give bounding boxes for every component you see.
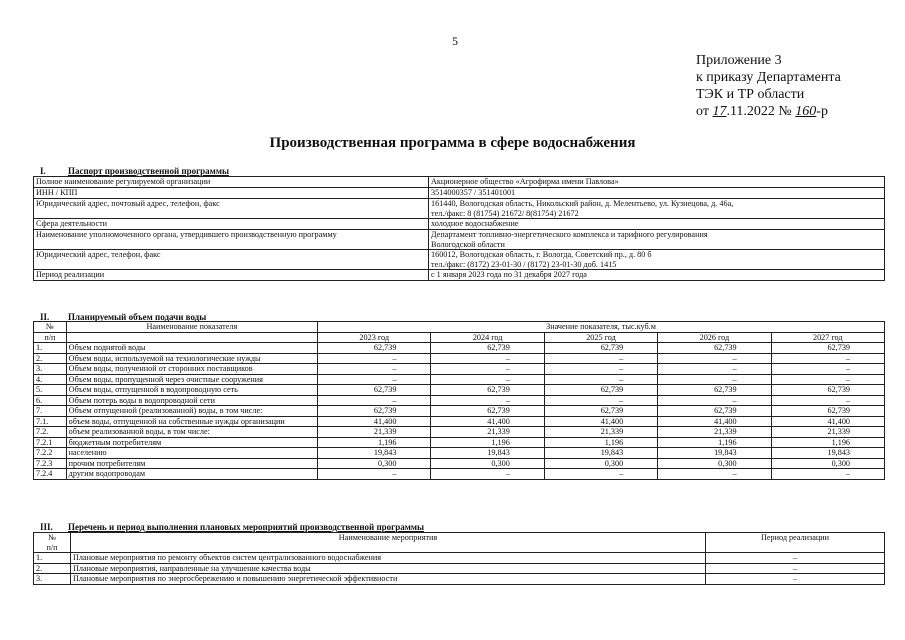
table-row <box>34 395 885 406</box>
row-number: 1. <box>34 343 67 354</box>
annex-line-2: к приказу Департамента <box>696 70 841 85</box>
passport-row <box>34 270 885 281</box>
measure-name: Плановые мероприятия по ремонту объектов систем централизованного водоснабжения <box>71 553 706 564</box>
indicator-value: 41,400 <box>431 416 544 427</box>
section3-title: Перечень и период выполнения плановых мероприятий производственной программы <box>68 522 425 532</box>
water-volume-table <box>33 321 885 480</box>
indicator-value: 62,739 <box>771 406 884 417</box>
table-row <box>34 458 885 469</box>
row-number: 6. <box>34 395 67 406</box>
indicator-value: 0,300 <box>544 458 657 469</box>
row-number: 4. <box>34 374 67 385</box>
table-row <box>34 406 885 417</box>
passport-label: Наименование уполномоченного органа, утвердившего производственную программу <box>34 230 429 250</box>
indicator-value: – <box>318 374 431 385</box>
indicator-value: 0,300 <box>658 458 771 469</box>
indicator-value: 62,739 <box>431 385 544 396</box>
row-number: 7. <box>34 406 67 417</box>
indicator-name: населению <box>66 448 317 459</box>
passport-row <box>34 219 885 230</box>
year-header: 2023 год <box>318 332 431 343</box>
annex-line-1: Приложение 3 <box>696 53 782 68</box>
annex-day: 17 <box>712 104 727 119</box>
indicator-name: Объем отпущенной (реализованной) воды, в том числе: <box>66 406 317 417</box>
col-number-header: № <box>34 322 67 333</box>
indicator-name: прочим потребителям <box>66 458 317 469</box>
row-number: 7.2.4 <box>34 469 67 480</box>
indicator-value: – <box>318 364 431 375</box>
measure-number: 1. <box>34 553 71 564</box>
indicator-value: – <box>771 395 884 406</box>
row-number: 3. <box>34 364 67 375</box>
indicator-name: объем воды, отпущенной на собственные нужды организации <box>66 416 317 427</box>
indicator-name: другим водопроводам <box>66 469 317 480</box>
indicator-value: 1,196 <box>544 437 657 448</box>
table-row <box>34 364 885 375</box>
row-number: 7.2.1 <box>34 437 67 448</box>
table-row <box>34 469 885 480</box>
annex-date-mid: .11.2022 № <box>726 104 796 119</box>
document-title: Производственная программа в сфере водоснабжения <box>269 135 636 151</box>
indicator-value: – <box>318 395 431 406</box>
passport-row <box>34 177 885 188</box>
measure-period: – <box>706 574 885 585</box>
indicator-value: 41,400 <box>771 416 884 427</box>
passport-row <box>34 188 885 199</box>
indicator-value: – <box>658 395 771 406</box>
annex-line-4 <box>696 103 841 120</box>
passport-value: 160012, Вологодская область, г. Вологда, Советский пр., д. 80 б тел./факс: (8172) 23-01-30 / (8172) 23-01-30 доб. 1415 <box>429 250 885 270</box>
measures-table <box>33 532 885 585</box>
measure-name: Плановые мероприятия по энергосбережению и повышению энергетической эффективности <box>71 574 706 585</box>
indicator-value: – <box>544 364 657 375</box>
row-number: 7.1. <box>34 416 67 427</box>
passport-value: 161440, Вологодская область, Никольский район, д. Мелентьево, ул. Кузнецова, д. 46а, тел./факс: 8 (81754) 21672/ 8(81754) 21672 <box>429 199 885 219</box>
page-number: 5 <box>452 34 458 48</box>
passport-value: Акционерное общество «Агрофирма имени Павлова» <box>429 177 885 188</box>
table-row <box>34 343 885 354</box>
passport-value: 3514000357 / 351401001 <box>429 188 885 199</box>
indicator-value: 62,739 <box>658 406 771 417</box>
indicator-value: 62,739 <box>658 343 771 354</box>
indicator-value: 1,196 <box>431 437 544 448</box>
indicator-value: 21,339 <box>318 427 431 438</box>
indicator-value: 62,739 <box>544 406 657 417</box>
section1-title: Паспорт производственной программы <box>68 166 229 176</box>
indicator-value: 19,843 <box>544 448 657 459</box>
indicator-value: – <box>658 374 771 385</box>
col-value-header: Значение показателя, тыс.куб.м <box>318 322 885 333</box>
section3-number: III. <box>40 522 53 532</box>
passport-label: Сфера деятельности <box>34 219 429 230</box>
indicator-value: – <box>658 469 771 480</box>
row-number: 5. <box>34 385 67 396</box>
indicator-value: 62,739 <box>318 385 431 396</box>
year-header: 2025 год <box>544 332 657 343</box>
section1-number: I. <box>40 166 46 176</box>
section2-number: II. <box>40 312 50 322</box>
row-number: 7.2. <box>34 427 67 438</box>
annex-suffix: -р <box>816 104 828 119</box>
table-row <box>34 437 885 448</box>
indicator-name: Объем воды, используемой на технологические нужды <box>66 353 317 364</box>
indicator-value: – <box>318 469 431 480</box>
indicator-name: Объем воды, полученной от сторонних поставщиков <box>66 364 317 375</box>
col-name-header-blank <box>66 332 317 343</box>
indicator-value: 19,843 <box>771 448 884 459</box>
passport-value: холодное водоснабжение <box>429 219 885 230</box>
indicator-value: – <box>658 353 771 364</box>
indicator-value: 21,339 <box>544 427 657 438</box>
table-row <box>34 427 885 438</box>
indicator-value: – <box>431 395 544 406</box>
table-row <box>34 353 885 364</box>
indicator-value: 19,843 <box>431 448 544 459</box>
indicator-value: 41,400 <box>544 416 657 427</box>
measure-row <box>34 553 885 564</box>
indicator-value: 21,339 <box>658 427 771 438</box>
indicator-value: 1,196 <box>658 437 771 448</box>
passport-table <box>33 176 885 281</box>
indicator-value: 19,843 <box>318 448 431 459</box>
passport-value: Департамент топливно-энергетического комплекса и тарифного регулирования Вологодской области <box>429 230 885 250</box>
indicator-value: 0,300 <box>771 458 884 469</box>
indicator-value: 1,196 <box>318 437 431 448</box>
measure-row <box>34 563 885 574</box>
annex-block <box>696 52 841 120</box>
indicator-name: объем реализованной воды, в том числе: <box>66 427 317 438</box>
indicator-value: 41,400 <box>658 416 771 427</box>
indicator-value: – <box>544 395 657 406</box>
indicator-value: 62,739 <box>431 343 544 354</box>
indicator-value: – <box>431 374 544 385</box>
measures-col-name-header: Наименование мероприятия <box>71 533 706 553</box>
passport-row <box>34 250 885 270</box>
passport-value: с 1 января 2023 года по 31 декабря 2027 года <box>429 270 885 281</box>
indicator-value: 19,843 <box>658 448 771 459</box>
indicator-value: – <box>318 353 431 364</box>
indicator-name: Объем воды, пропущенной через очистные сооружения <box>66 374 317 385</box>
indicator-value: – <box>771 364 884 375</box>
annex-date-prefix: от <box>696 104 713 119</box>
table-row <box>34 448 885 459</box>
annex-line-3: ТЭК и ТР области <box>696 87 805 102</box>
annex-number: 160 <box>795 104 817 119</box>
year-header: 2027 год <box>771 332 884 343</box>
indicator-value: 62,739 <box>658 385 771 396</box>
indicator-value: – <box>431 353 544 364</box>
indicator-value: 21,339 <box>771 427 884 438</box>
row-number: 2. <box>34 353 67 364</box>
passport-row <box>34 230 885 250</box>
indicator-name: бюджетным потребителям <box>66 437 317 448</box>
measures-col-number-header: № п/п <box>34 533 71 553</box>
measure-period: – <box>706 553 885 564</box>
indicator-name: Объем поднятой воды <box>66 343 317 354</box>
indicator-value: 62,739 <box>544 343 657 354</box>
indicator-value: – <box>771 374 884 385</box>
indicator-value: 62,739 <box>771 343 884 354</box>
row-number: 7.2.3 <box>34 458 67 469</box>
indicator-value: – <box>658 364 771 375</box>
passport-label: Юридический адрес, почтовый адрес, телефон, факс <box>34 199 429 219</box>
indicator-value: 62,739 <box>318 406 431 417</box>
indicator-value: – <box>431 364 544 375</box>
indicator-value: – <box>544 374 657 385</box>
indicator-value: – <box>544 469 657 480</box>
indicator-name: Объем потерь воды в водопроводной сети <box>66 395 317 406</box>
indicator-value: – <box>771 469 884 480</box>
measure-name: Плановые мероприятия, направленные на улучшение качества воды <box>71 563 706 574</box>
table-row <box>34 374 885 385</box>
row-number: 7.2.2 <box>34 448 67 459</box>
passport-label: Полное наименование регулируемой организации <box>34 177 429 188</box>
indicator-value: 0,300 <box>431 458 544 469</box>
indicator-value: – <box>431 469 544 480</box>
col-name-header: Наименование показателя <box>66 322 317 333</box>
indicator-value: 62,739 <box>771 385 884 396</box>
indicator-value: 62,739 <box>431 406 544 417</box>
indicator-value: 62,739 <box>544 385 657 396</box>
col-number-header-2: п/п <box>34 332 67 343</box>
passport-row <box>34 199 885 219</box>
indicator-value: – <box>544 353 657 364</box>
passport-label: Период реализации <box>34 270 429 281</box>
table-row <box>34 385 885 396</box>
year-header: 2024 год <box>431 332 544 343</box>
section2-title: Планируемый объем подачи воды <box>68 312 207 322</box>
year-header: 2026 год <box>658 332 771 343</box>
section3-heading <box>40 522 424 532</box>
indicator-value: 1,196 <box>771 437 884 448</box>
indicator-value: – <box>771 353 884 364</box>
measure-number: 2. <box>34 563 71 574</box>
indicator-value: 62,739 <box>318 343 431 354</box>
measure-period: – <box>706 563 885 574</box>
table-row <box>34 416 885 427</box>
measures-col-period-header: Период реализации <box>706 533 885 553</box>
indicator-value: 0,300 <box>318 458 431 469</box>
passport-label: Юридический адрес, телефон, факс <box>34 250 429 270</box>
measure-row <box>34 574 885 585</box>
passport-label: ИНН / КПП <box>34 188 429 199</box>
measure-number: 3. <box>34 574 71 585</box>
indicator-value: 41,400 <box>318 416 431 427</box>
indicator-value: 21,339 <box>431 427 544 438</box>
indicator-name: Объем воды, отпущенной в водопроводную сеть <box>66 385 317 396</box>
section1-heading <box>40 166 229 176</box>
